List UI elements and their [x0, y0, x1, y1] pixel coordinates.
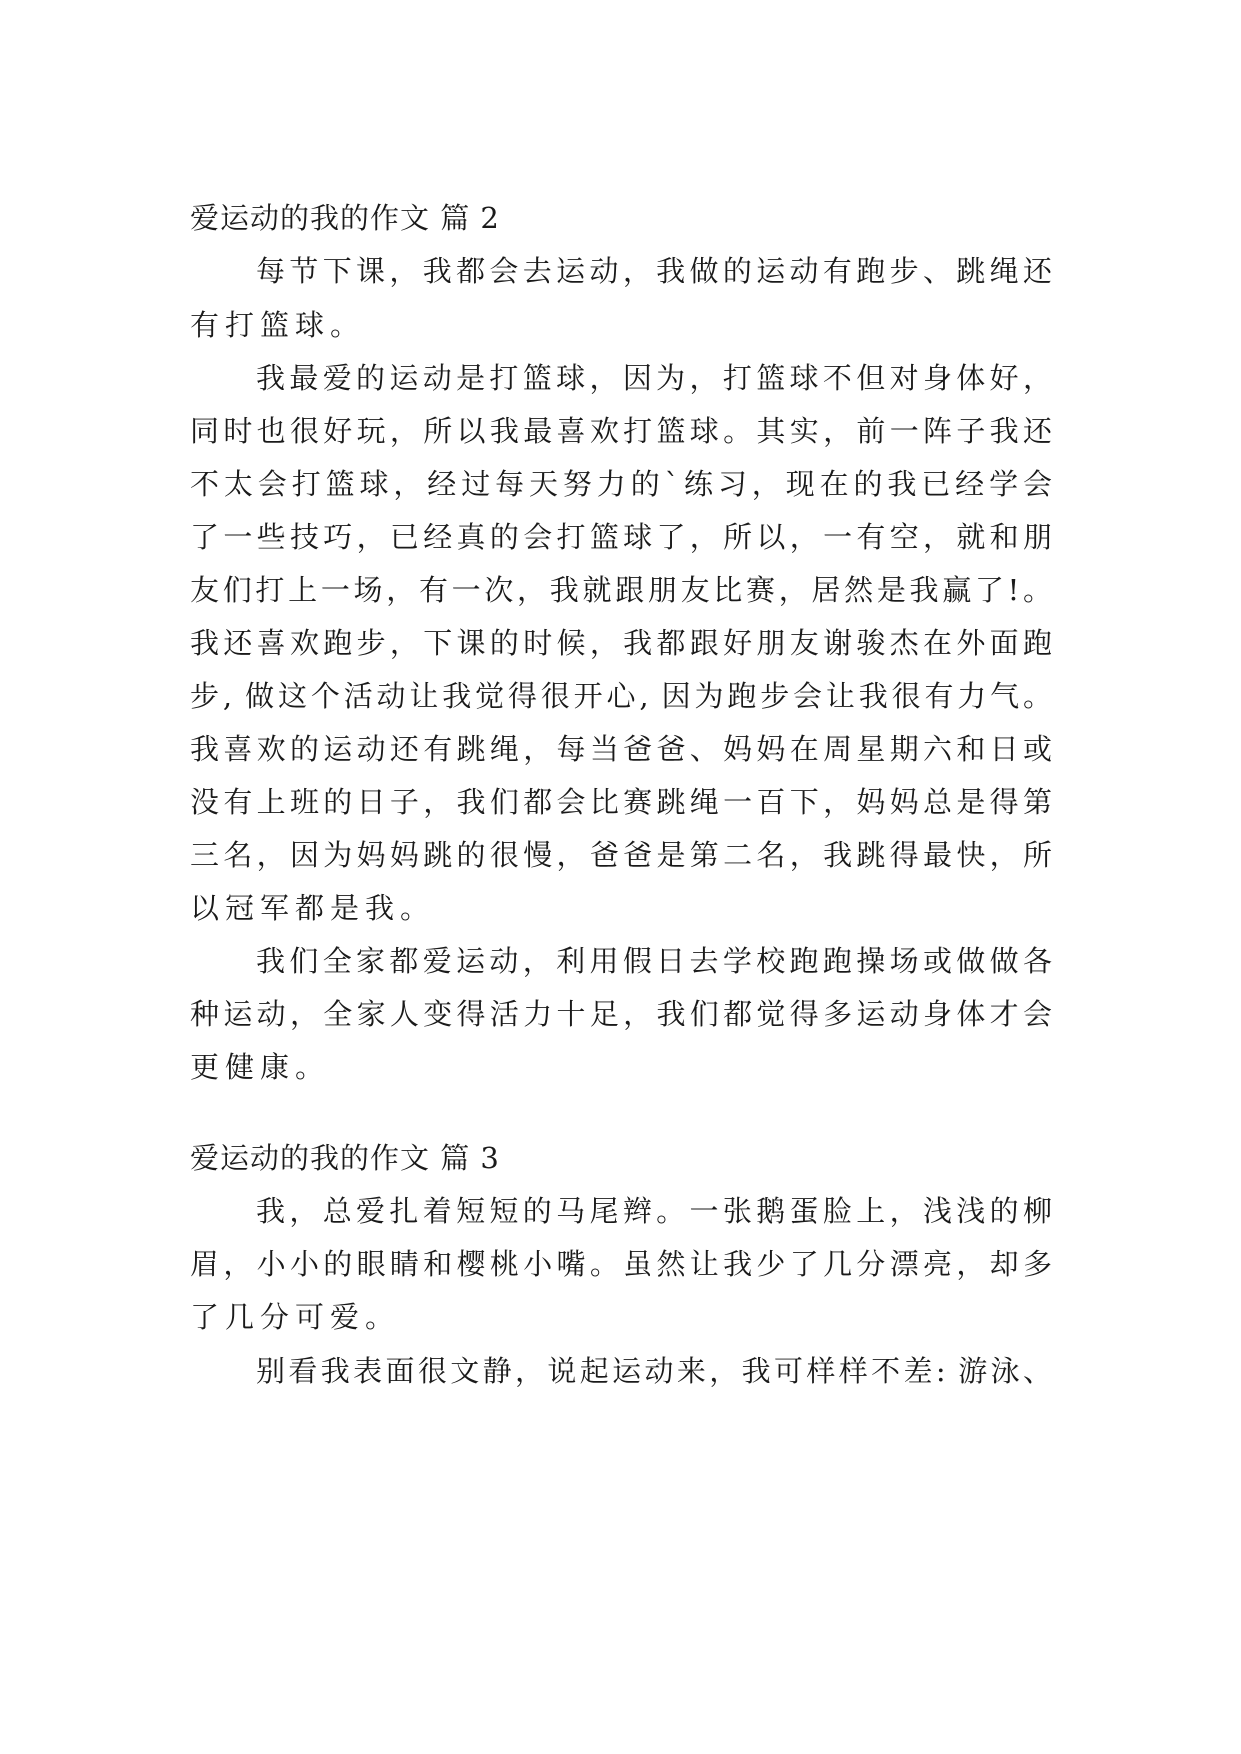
- paragraph-line: 我还喜欢跑步，下课的时候，我都跟好朋友谢骏杰在外面跑: [190, 626, 1052, 660]
- paragraph-line: 别看我表面很文静，说起运动来，我可样样不差: 游泳、: [256, 1354, 1052, 1388]
- paragraph-line: 我喜欢的运动还有跳绳，每当爸爸、妈妈在周星期六和日或: [190, 732, 1052, 766]
- essay-title: 爱运动的我的作文 篇 2: [190, 201, 500, 235]
- paragraph-line: 眉，小小的眼睛和樱桃小嘴。虽然让我少了几分漂亮，却多: [190, 1247, 1052, 1281]
- paragraph-line: 了几分可爱。: [190, 1300, 401, 1334]
- paragraph-line: 三名，因为妈妈跳的很慢，爸爸是第二名，我跳得最快，所: [190, 838, 1052, 872]
- paragraph-line: 了一些技巧，已经真的会打篮球了，所以，一有空，就和朋: [190, 520, 1052, 554]
- paragraph-line: 步, 做这个活动让我觉得很开心, 因为跑步会让我很有力气。: [190, 679, 1052, 713]
- paragraph-line: 我们全家都爱运动，利用假日去学校跑跑操场或做做各: [256, 944, 1052, 978]
- paragraph-line: 友们打上一场，有一次，我就跟朋友比赛，居然是我赢了!。: [190, 573, 1052, 607]
- paragraph-line: 我，总爱扎着短短的马尾辫。一张鹅蛋脸上，浅浅的柳: [256, 1194, 1052, 1228]
- paragraph-line: 更健康。: [190, 1050, 331, 1084]
- essay-title: 爱运动的我的作文 篇 3: [190, 1141, 500, 1175]
- paragraph-line: 每节下课，我都会去运动，我做的运动有跑步、跳绳还: [256, 254, 1052, 288]
- paragraph-line: 以冠军都是我。: [190, 891, 436, 925]
- paragraph-line: 我最爱的运动是打篮球，因为，打篮球不但对身体好，: [256, 361, 1052, 395]
- paragraph-line: 同时也很好玩，所以我最喜欢打篮球。其实，前一阵子我还: [190, 414, 1052, 448]
- paragraph-line: 种运动，全家人变得活力十足，我们都觉得多运动身体才会: [190, 997, 1052, 1031]
- paragraph-line: 没有上班的日子，我们都会比赛跳绳一百下，妈妈总是得第: [190, 785, 1052, 819]
- paragraph-line: 有打篮球。: [190, 308, 366, 342]
- paragraph-line: 不太会打篮球，经过每天努力的`练习，现在的我已经学会: [190, 467, 1052, 501]
